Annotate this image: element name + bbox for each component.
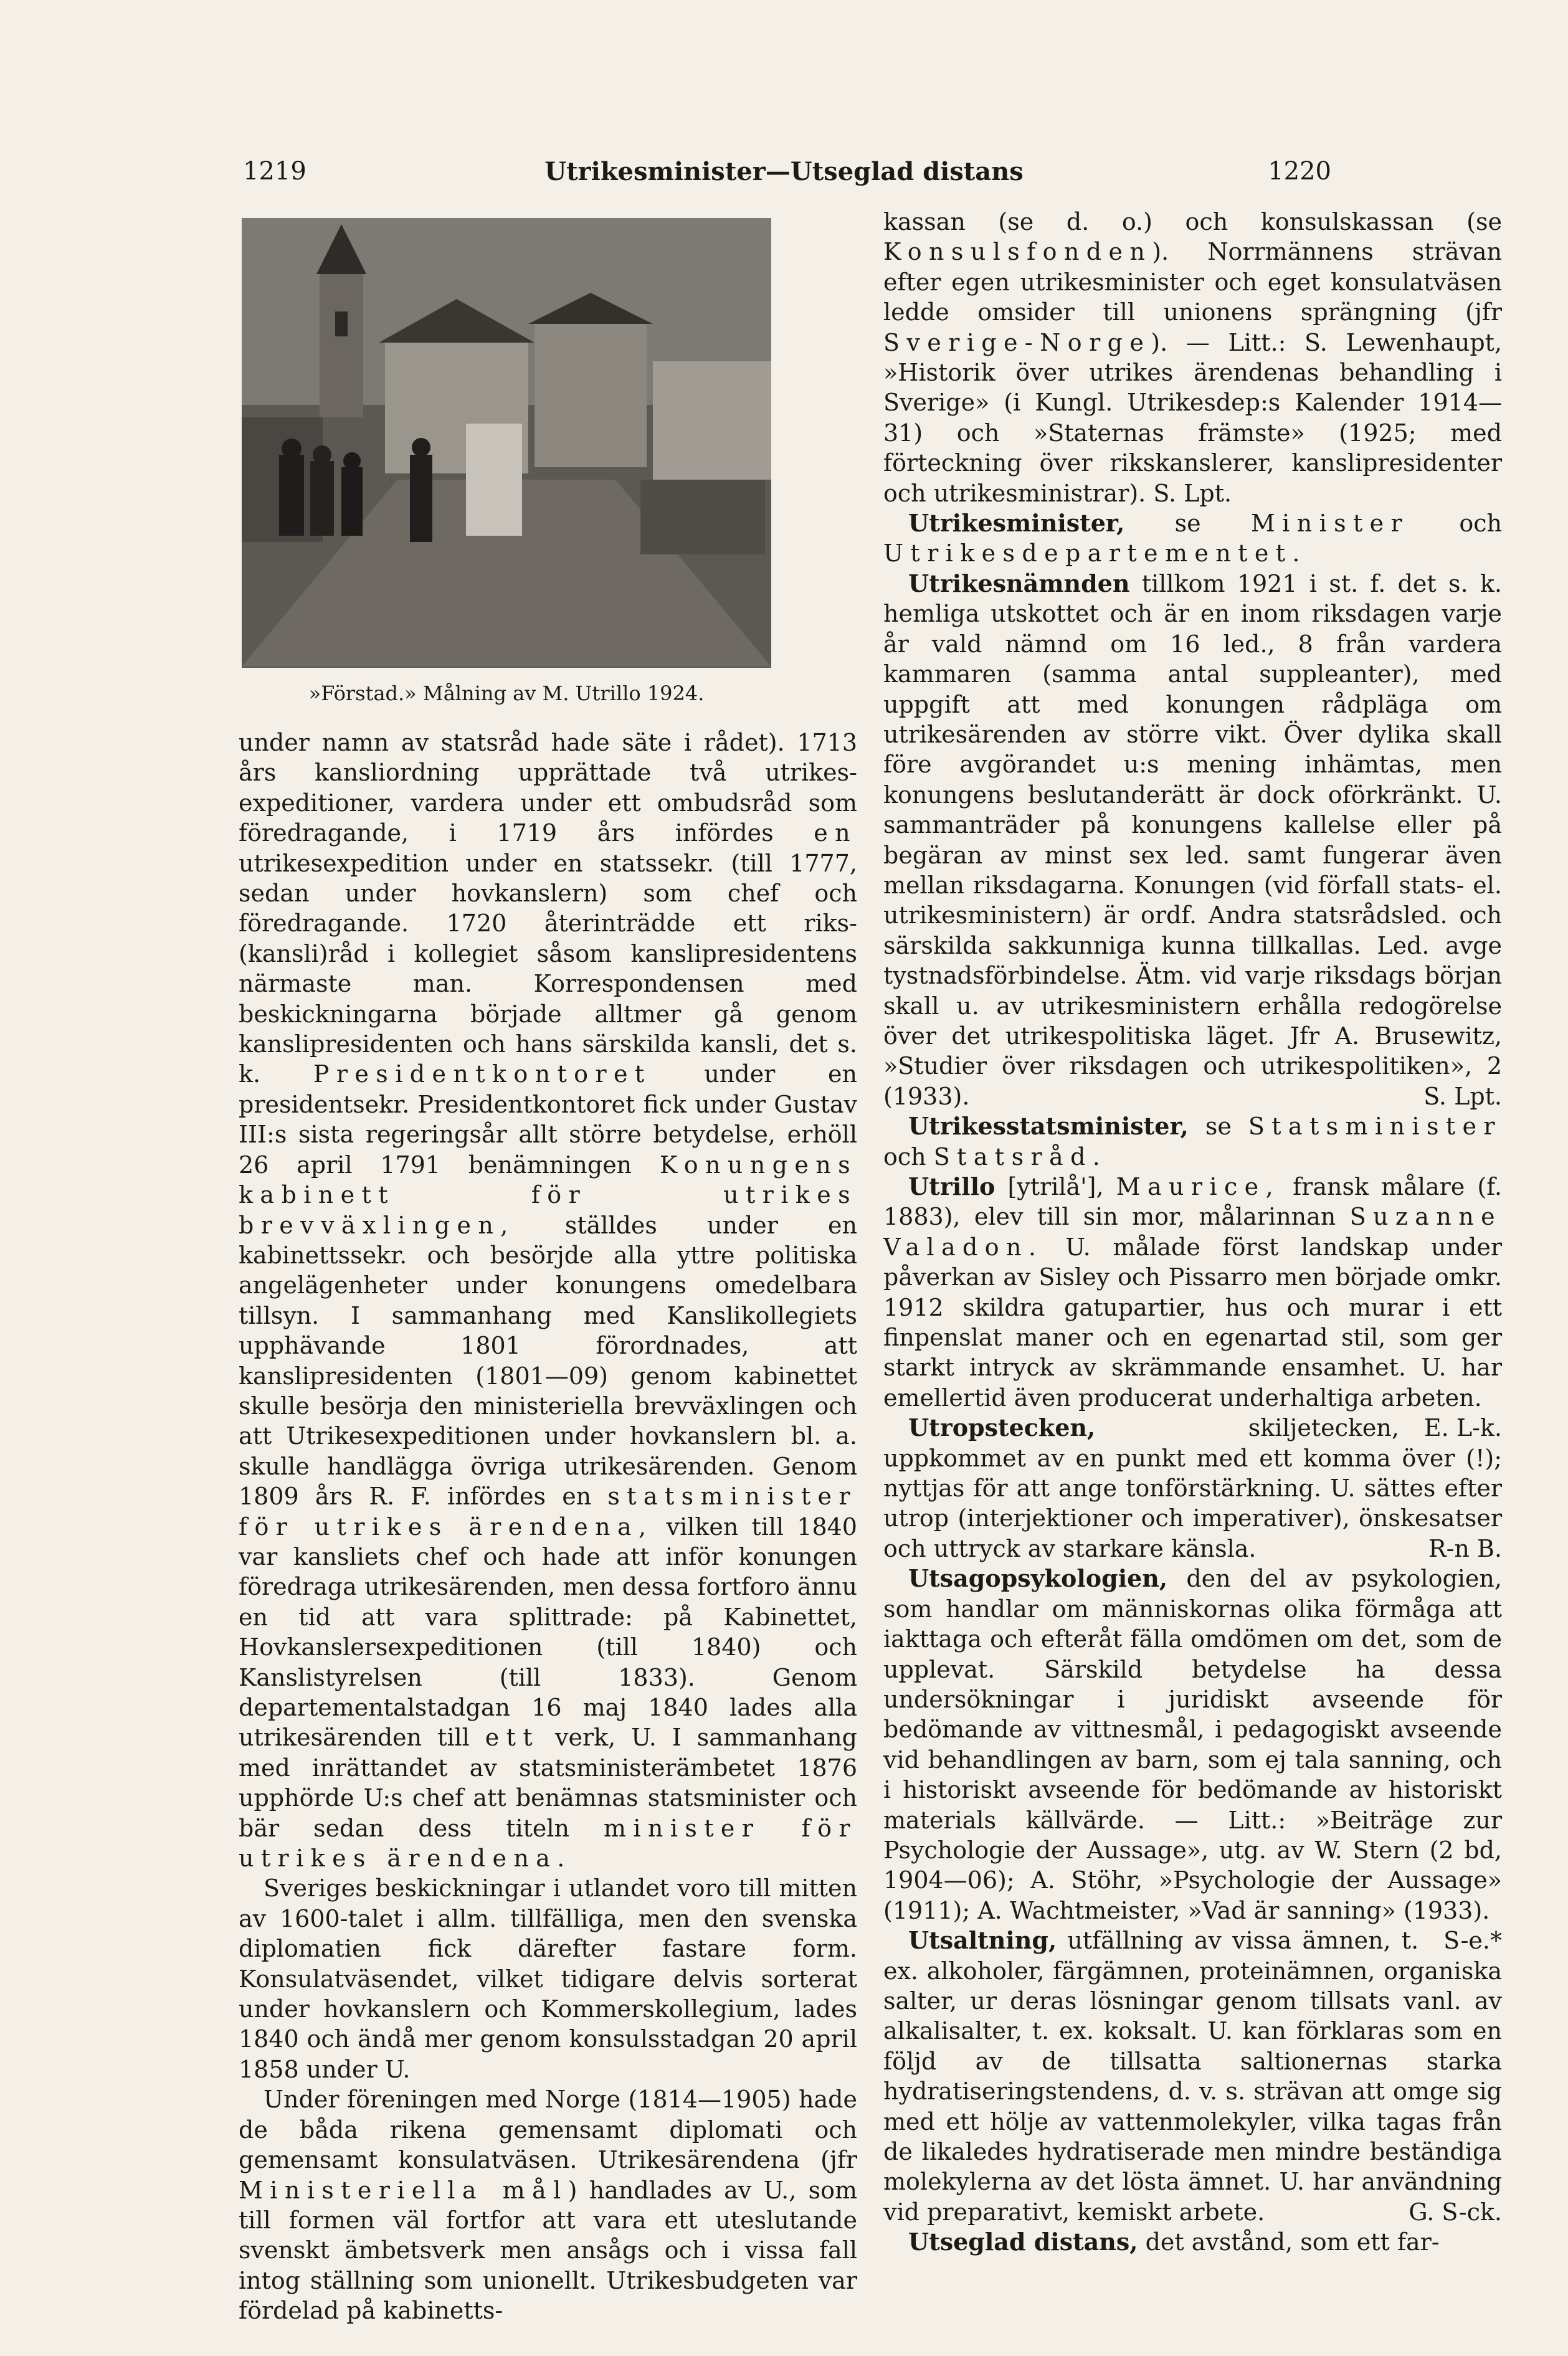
- right-column: [883, 207, 1502, 2258]
- entry-utrikesminister: Utrikesminister, se Minister och Utrikesdepartementet.: [883, 509, 1502, 568]
- entry-utrikesdepartementet-continued: kassan (se d. o.) och konsulskassan (se Konsulsfonden). Norrmännens strävan efter egen utrikesminister och eget konsulatväsen ledde omsider till unionens sprängning (jfr Sverige-Norge). — Litt.: S. Lewenhaupt, »Historik över utrikes ärendenas behandling i Sverige» (i Kungl. Utrikesdep:s Kalender 1914—31) och »Staternas främste» (1925; med förteckning över rikskanslerer, kanslipresidenter och utrikesministrar). S. Lpt.: [883, 208, 1502, 507]
- page-number-right: 1220: [1268, 157, 1331, 186]
- painting-illustration: [242, 218, 771, 668]
- left-paragraph-3: Under föreningen med Norge (1814—1905) hade de båda rikena gemensamt diplomati och gemensamt konsulatväsen. Utrikesärendena (jfr Ministeriella mål) handlades av U., som till formen väl fortfor att vara ett uteslutande svenskt ämbetsverk men ansågs och i vissa fall intog ställning som unionellt. Utrikesbudgeten var fördelad på kabinetts-: [239, 2086, 857, 2325]
- page-header: [0, 157, 1568, 201]
- entry-utropstecken: Utropstecken, skiljetecken, uppkommet av en punkt med ett komma över (!); nyttjas för att ange tonförstärkning. U. sättes efter utrop (interjektioner och imperativer), önskesatser och uttryck av starkare känsla. R-n B.: [883, 1413, 1502, 1562]
- entry-utrillo: Utrillo [ytrilå'], Maurice, fransk målare (f. 1883), elev till sin mor, målarinnan Suzanne Valadon. U. målade först landskap under påverkan av Sisley och Pissarro men började omkr. 1912 skildra gatupartier, hus och murar i ett finpenslat maner och en egenartad stil, som ger starkt intryck av skrämmande ensamhet. U. har emellertid även producerat underhaltiga arbeten. E. L-k.: [883, 1172, 1502, 1442]
- page-number-left: 1219: [243, 157, 306, 186]
- entry-utseglad-distans: Utseglad distans, det avstånd, som ett far-: [908, 2228, 1440, 2256]
- entry-utrikesnamnden: Utrikesnämnden tillkom 1921 i st. f. det s. k. hemliga utskottet och är en inom riksdagen varje år vald nämnd om 16 led., 8 från vardera kammaren (samma antal suppleanter), med uppgift att med konungen rådpläga om utrikesärenden av större vikt. Över dylika skall före avgörandet u:s mening inhämtas, men konungens beslutanderätt är dock oförkränkt. U. sammanträder på konungens kallelse eller på begäran av minst sex led. samt fungerar även mellan riksdagarna. Konungen (vid förfall stats- el. utrikesministern) är ordf. Andra statsrådsled. och särskilda sakkunniga kunna tillkallas. Led. avge tystnadsförbindelse. Ätm. vid varje riksdags början skall u. av utrikesministern erhålla redogörelse över det utrikespolitiska läget. Jfr A. Brusewitz, »Studier över riksdagen och utrikespolitiken», 2 (1933). S. Lpt.: [883, 569, 1502, 1110]
- running-title: Utrikesminister—Utseglad distans: [544, 157, 1024, 186]
- entry-utrikesstatsminister: Utrikesstatsminister, se Statsminister och Statsråd.: [883, 1112, 1502, 1171]
- left-column: [239, 728, 857, 2326]
- painting-image: [242, 218, 771, 668]
- entry-utsagopsykologien: Utsagopsykologien, den del av psykologien, som handlar om människornas olika förmåga att iakttaga och efteråt fälla omdömen om det, som de upplevat. Särskild betydelse ha dessa undersökningar i juridiskt avseende för bedömande av vittnesmål, i pedagogiskt avseende vid behandlingen av barn, som ej tala sanning, och i historiskt avseende för bedömande av historiskt materials källvärde. — Litt.: »Beiträge zur Psychologie der Aussage», utg. av W. Stern (2 bd, 1904—06); A. Stöhr, »Psychologie der Aussage» (1911); A. Wachtmeister, »Vad är sanning» (1933). S-e.*: [883, 1564, 1502, 1955]
- figure-caption: »Förstad.» Målning av M. Utrillo 1924.: [308, 682, 705, 705]
- left-paragraph-1: under namn av statsråd hade säte i rådet). 1713 års kansliordning upprättade två utrikes-expeditioner, vardera under ett ombudsråd som föredragande, i 1719 års infördes en utrikesexpedition under en statssekr. (till 1777, sedan under hovkanslern) som chef och föredragande. 1720 återinträdde ett riks-(kansli)råd i kollegiet såsom kanslipresidentens närmaste man. Korrespondensen med beskickningarna började alltmer gå genom kanslipresidenten och hans särskilda kansli, det s. k. Presidentkontoret under en presidentsekr. Presidentkontoret fick under Gustav III:s sista regeringsår allt större betydelse, erhöll 26 april 1791 benämningen Konungens kabinett för utrikes brevväxlingen, ställdes under en kabinettssekr. och besörjde alla yttre politiska angelägenheter under konungens omedelbara tillsyn. I sammanhang med Kanslikollegiets upphävande 1801 förordnades, att kanslipresidenten (1801—09) genom kabinettet skulle besörja den ministeriella brevväxlingen och att Utrikesexpeditionen under hovkanslern bl. a. skulle handlägga övriga utrikesärenden. Genom 1809 års R. F. infördes en statsminister för utrikes ärendena, vilken till 1840 var kansliets chef och hade att inför konungen föredraga utrikesärenden, men dessa fortforo ännu en tid att vara splittrade: på Kabinettet, Hovkanslersexpeditionen (till 1840) och Kanslistyrelsen (till 1833). Genom departementalstadgan 16 maj 1840 lades alla utrikesärenden till ett verk, U. I sammanhang med inrättandet av statsministerämbetet 1876 upphörde U:s chef att benämnas statsminister och bär sedan dess titeln minister för utrikes ärendena.: [239, 729, 857, 1873]
- entry-utsaltning: Utsaltning, utfällning av vissa ämnen, t. ex. alkoholer, färgämnen, proteinämnen, organiska salter, ur deras lösningar genom tillsats vanl. av alkalisalter, t. ex. koksalt. U. kan förklaras som en följd av de tillsatta saltionernas starka hydratiseringstendens, d. v. s. strävan att omge sig med ett hölje av vattenmolekyler, vilka tagas från de likaledes hydratiserade men mindre beständiga molekylerna av det lösta ämnet. U. har användning vid preparativt, kemiskt arbete. G. S-ck.: [883, 1926, 1502, 2226]
- left-paragraph-2: Sveriges beskickningar i utlandet voro till mitten av 1600-talet i allm. tillfälliga, men den svenska diplomatien fick därefter fastare form. Konsulatväsendet, vilket tidigare delvis sorterat under hovkanslern och Kommerskollegium, lades 1840 och ändå mer genom konsulsstadgan 20 april 1858 under U.: [239, 1874, 857, 2083]
